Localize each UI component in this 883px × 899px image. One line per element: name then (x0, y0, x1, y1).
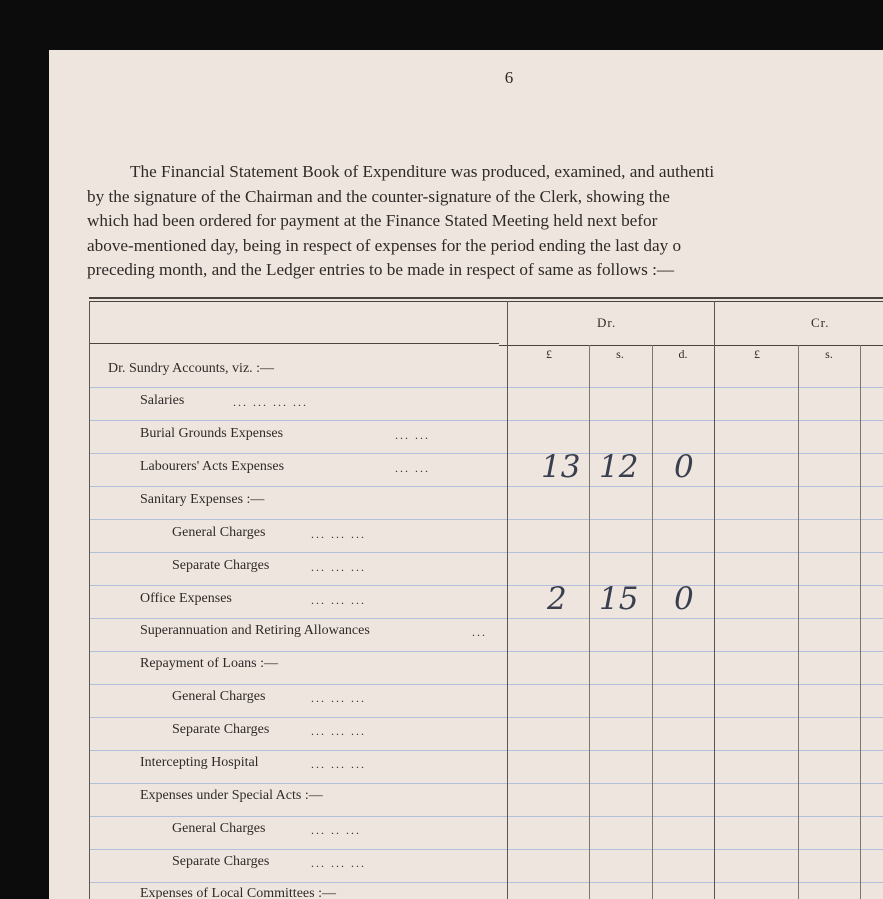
ruled-line (89, 618, 883, 619)
leader-dots: ... ... ... (311, 856, 366, 870)
leader-dots: ... ... ... (311, 691, 366, 705)
ruled-line (89, 519, 883, 520)
dr-pence-header: d. (678, 347, 688, 361)
handwritten-labourers-pounds: 13 (541, 449, 581, 485)
ruled-line (89, 750, 883, 751)
ruled-line (89, 387, 883, 388)
handwritten-office-pounds: 2 (547, 581, 567, 617)
cr-shillings-border (798, 345, 799, 899)
row-label: Expenses of Local Committees :— (140, 886, 336, 899)
ruled-line (89, 585, 883, 586)
row-label: Superannuation and Retiring Allowances (140, 623, 370, 638)
dr-column-border (507, 301, 508, 899)
row-label: Office Expenses (140, 591, 232, 606)
leader-dots: ... (472, 625, 487, 639)
dr-shillings-border (589, 345, 590, 899)
row-label: General Charges (172, 821, 266, 836)
ruled-line (89, 552, 883, 553)
ruled-line (89, 486, 883, 487)
intro-paragraph (87, 160, 883, 283)
cr-shillings-header: s. (825, 347, 833, 361)
ruled-line (89, 816, 883, 817)
paragraph-line: The Financial Statement Book of Expenditure was produced, examined, and authenti (130, 162, 715, 181)
leader-dots: ... ... (395, 428, 430, 442)
leader-dots: ... ... ... ... (233, 395, 308, 409)
dr-shillings-header: s. (616, 347, 624, 361)
dr-pence-border (652, 345, 653, 899)
dr-header: Dr. (597, 315, 617, 330)
table-top-rule-inner (89, 301, 883, 302)
handwritten-office-pence: 0 (674, 581, 694, 617)
handwritten-labourers-shillings: 12 (599, 449, 639, 485)
ruled-line (89, 783, 883, 784)
ruled-line (89, 420, 883, 421)
ruled-line (89, 882, 883, 883)
ruled-line (89, 684, 883, 685)
ledger-page (49, 50, 883, 899)
leader-dots: ... ... ... (311, 560, 366, 574)
ruled-line (89, 651, 883, 652)
row-label: General Charges (172, 525, 266, 540)
handwritten-office-shillings: 15 (599, 581, 639, 617)
row-label: Separate Charges (172, 722, 270, 737)
leader-dots: ... ... ... (311, 593, 366, 607)
row-label: Dr. Sundry Accounts, viz. :— (108, 361, 275, 376)
row-label: Burial Grounds Expenses (140, 426, 284, 441)
leader-dots: ... ... ... (311, 757, 366, 771)
page-number: 6 (504, 68, 514, 87)
cr-pence-border (860, 345, 861, 899)
cr-header: Cr. (811, 315, 830, 330)
header-rule-right (499, 345, 883, 346)
ruled-line (89, 849, 883, 850)
row-label: Salaries (140, 393, 185, 408)
table-left-border (89, 301, 90, 899)
leader-dots: ... .. ... (311, 823, 361, 837)
row-label: Labourers' Acts Expenses (140, 459, 285, 474)
cr-pounds-header: £ (754, 347, 760, 361)
row-label: Repayment of Loans :— (140, 656, 279, 671)
cr-column-border (714, 301, 715, 899)
row-label: Intercepting Hospital (140, 755, 259, 770)
row-label: Sanitary Expenses :— (140, 492, 265, 507)
ledger-table (89, 297, 883, 899)
paragraph-line: by the signature of the Chairman and the counter-signature of the Clerk, showing the (87, 186, 670, 206)
handwritten-labourers-pence: 0 (674, 449, 694, 485)
leader-dots: ... ... (395, 461, 430, 475)
paragraph-line: preceding month, and the Ledger entries to be made in respect of same as follows :— (87, 260, 675, 279)
ruled-line (89, 717, 883, 718)
row-label: Separate Charges (172, 854, 270, 869)
paragraph-line: which had been ordered for payment at the Finance Stated Meeting held next befor (87, 211, 658, 230)
leader-dots: ... ... ... (311, 527, 366, 541)
row-label: Separate Charges (172, 558, 270, 573)
row-label: General Charges (172, 689, 266, 704)
ruled-line (89, 453, 883, 454)
paragraph-line: above-mentioned day, being in respect of expenses for the period ending the last day o (87, 235, 682, 255)
row-label: Expenses under Special Acts :— (140, 788, 323, 803)
dr-pounds-header: £ (546, 347, 552, 361)
leader-dots: ... ... ... (311, 724, 366, 738)
table-top-rule (89, 297, 883, 299)
header-rule-left (89, 343, 499, 344)
